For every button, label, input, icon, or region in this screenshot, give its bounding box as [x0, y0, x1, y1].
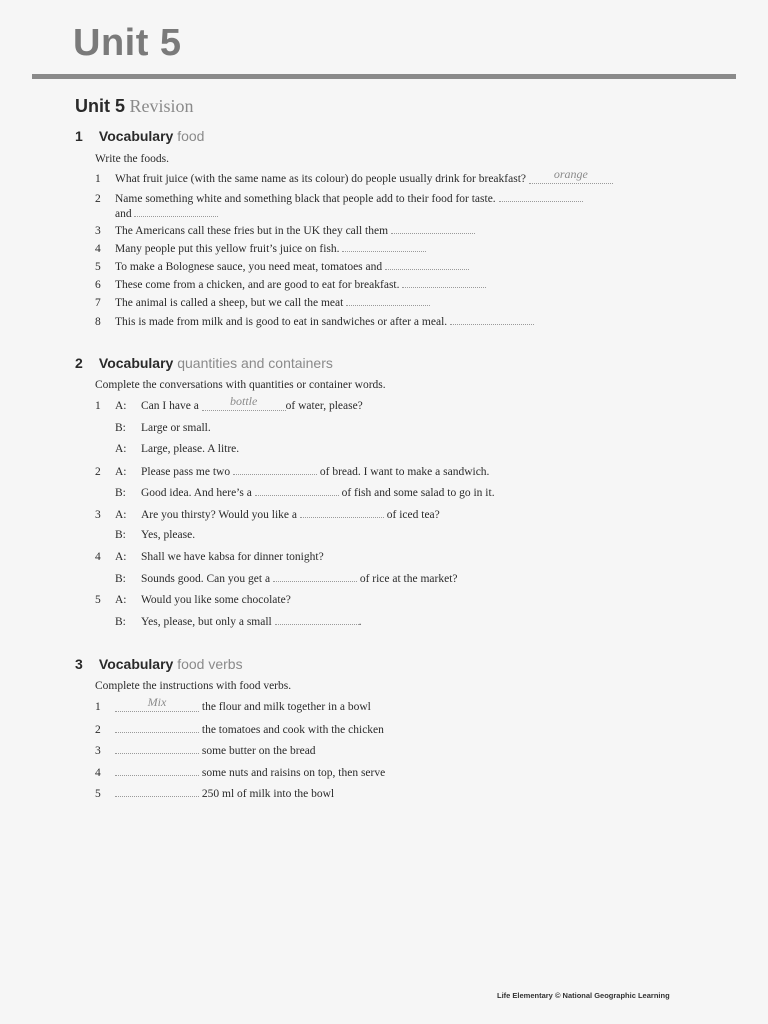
dialogue-line — [95, 442, 715, 456]
answer-blank[interactable] — [342, 241, 426, 252]
question-text: Many people put this yellow fruit’s juice on fish. — [115, 243, 340, 255]
question-number: 4 — [95, 767, 101, 779]
question-1-8 — [95, 314, 715, 329]
question-1-3 — [95, 223, 715, 238]
question-text: and — [115, 208, 132, 220]
answer-blank[interactable] — [115, 765, 199, 776]
section-2-instruction: Complete the conversations with quantities or container words. — [95, 379, 386, 391]
dialogue-text: Yes, please, but only a small — [141, 616, 272, 628]
answer-blank[interactable] — [202, 394, 286, 411]
dialogue-text: Can I have a — [141, 400, 199, 412]
answer-blank[interactable] — [115, 743, 199, 754]
dialogue-text: Large or small. — [141, 422, 211, 434]
speaker: B: — [115, 422, 126, 434]
dialogue-text: Shall we have kabsa for dinner tonight? — [141, 551, 324, 563]
question-number: 3 — [95, 225, 101, 237]
header-rule — [32, 74, 736, 79]
question-3-5 — [95, 786, 715, 801]
question-number: 2 — [95, 193, 101, 205]
dialogue-line — [95, 421, 715, 435]
answer-blank[interactable] — [233, 464, 317, 475]
answer-text: Mix — [147, 695, 167, 709]
dialogue-text-after: of rice at the market? — [359, 573, 458, 585]
page-title: Unit 5 — [73, 22, 182, 64]
answer-blank[interactable] — [275, 614, 359, 625]
dialogue-line — [95, 485, 715, 500]
question-text: What fruit juice (with the same name as its colour) do people usually drink for breakfast? — [115, 173, 526, 185]
question-text: To make a Bolognese sauce, you need meat, tomatoes and — [115, 261, 383, 273]
answer-blank[interactable] — [273, 571, 357, 582]
question-text: The animal is called a sheep, but we call the meat — [115, 297, 344, 309]
section-2-heading — [75, 354, 333, 372]
dialogue-line — [95, 571, 715, 586]
question-text: the tomatoes and cook with the chicken — [201, 724, 384, 736]
speaker: B: — [115, 487, 126, 499]
section-topic: food — [177, 128, 205, 144]
speaker: B: — [115, 616, 126, 628]
dialogue-line — [95, 593, 715, 607]
section-type: Vocabulary — [98, 656, 174, 672]
dialogue-text: Large, please. A litre. — [141, 443, 240, 455]
dialogue-text: Would you like some chocolate? — [141, 594, 291, 606]
question-1-4 — [95, 241, 715, 256]
question-text: some butter on the bread — [201, 745, 316, 757]
answer-blank[interactable] — [115, 695, 199, 712]
section-1-heading — [75, 127, 204, 145]
question-1-2-line2 — [95, 206, 715, 221]
dialogue-text-after: . — [358, 616, 362, 628]
dialogue-line — [95, 550, 715, 564]
dialogue-line — [95, 507, 715, 522]
speaker: A: — [115, 551, 127, 563]
question-text: the flour and milk together in a bowl — [201, 701, 371, 713]
section-number: 2 — [75, 355, 83, 371]
answer-blank[interactable] — [402, 277, 486, 288]
dialogue-text-after: of water, please? — [285, 400, 363, 412]
question-text: some nuts and raisins on top, then serve — [201, 767, 386, 779]
dialogue-text: Yes, please. — [141, 529, 196, 541]
question-1-6 — [95, 277, 715, 292]
answer-blank[interactable] — [391, 223, 475, 234]
dialogue-line — [95, 614, 715, 629]
question-number: 6 — [95, 279, 101, 291]
question-number: 3 — [95, 509, 101, 521]
section-type: Vocabulary — [98, 355, 174, 371]
answer-blank[interactable] — [255, 485, 339, 496]
dialogue-text-after: of iced tea? — [386, 509, 440, 521]
answer-blank[interactable] — [385, 259, 469, 270]
answer-text: orange — [553, 167, 588, 181]
answer-blank[interactable] — [529, 167, 613, 184]
dialogue-line — [95, 394, 715, 413]
speaker: B: — [115, 573, 126, 585]
dialogue-text: Good idea. And here’s a — [141, 487, 252, 499]
revision-unit: Unit 5 — [75, 96, 126, 116]
answer-blank[interactable] — [450, 314, 534, 325]
speaker: A: — [115, 594, 127, 606]
question-number: 5 — [95, 788, 101, 800]
dialogue-text: Are you thirsty? Would you like a — [141, 509, 298, 521]
question-3-3 — [95, 743, 715, 758]
section-3-heading — [75, 655, 243, 673]
question-1-7 — [95, 295, 715, 310]
answer-blank[interactable] — [499, 191, 583, 202]
question-number: 7 — [95, 297, 101, 309]
section-type: Vocabulary — [98, 128, 174, 144]
section-topic: food verbs — [177, 656, 243, 672]
revision-label: Revision — [129, 96, 194, 116]
question-text: This is made from milk and is good to eat in sandwiches or after a meal. — [115, 316, 448, 328]
question-number: 5 — [95, 594, 101, 606]
answer-blank[interactable] — [346, 295, 430, 306]
question-text: 250 ml of milk into the bowl — [201, 788, 335, 800]
question-number: 3 — [95, 745, 101, 757]
speaker: A: — [115, 443, 127, 455]
question-number: 5 — [95, 261, 101, 273]
question-3-1 — [95, 695, 715, 714]
question-number: 1 — [95, 701, 101, 713]
question-1-5 — [95, 259, 715, 274]
answer-blank[interactable] — [300, 507, 384, 518]
question-3-2 — [95, 722, 715, 737]
question-3-4 — [95, 765, 715, 780]
question-1-1 — [95, 167, 715, 186]
answer-text: bottle — [230, 394, 258, 408]
speaker: A: — [115, 400, 127, 412]
dialogue-line — [95, 528, 715, 542]
question-number: 2 — [95, 466, 101, 478]
question-number: 4 — [95, 551, 101, 563]
section-number: 3 — [75, 656, 83, 672]
question-number: 1 — [95, 173, 101, 185]
dialogue-text: Sounds good. Can you get a — [141, 573, 271, 585]
section-1-instruction: Write the foods. — [95, 153, 169, 165]
question-number: 8 — [95, 316, 101, 328]
question-text: The Americans call these fries but in the UK they call them — [115, 225, 389, 237]
section-topic: quantities and containers — [177, 355, 333, 371]
question-1-2 — [95, 191, 715, 206]
question-number: 1 — [95, 400, 101, 412]
question-text: Name something white and something black that people add to their food for taste. — [115, 193, 496, 205]
answer-blank[interactable] — [115, 722, 199, 733]
dialogue-text-after: of bread. I want to make a sandwich. — [319, 466, 490, 478]
dialogue-text: Please pass me two — [141, 466, 231, 478]
dialogue-line — [95, 464, 715, 479]
speaker: B: — [115, 529, 126, 541]
speaker: A: — [115, 509, 127, 521]
page-footer: Life Elementary © National Geographic Learning — [497, 991, 670, 1000]
answer-blank[interactable] — [134, 206, 218, 217]
dialogue-text-after: of fish and some salad to go in it. — [341, 487, 495, 499]
question-number: 2 — [95, 724, 101, 736]
answer-blank[interactable] — [115, 786, 199, 797]
revision-heading — [75, 95, 194, 117]
section-3-instruction: Complete the instructions with food verbs. — [95, 680, 292, 692]
question-text: These come from a chicken, and are good to eat for breakfast. — [115, 279, 400, 291]
section-number: 1 — [75, 128, 83, 144]
question-number: 4 — [95, 243, 101, 255]
speaker: A: — [115, 466, 127, 478]
